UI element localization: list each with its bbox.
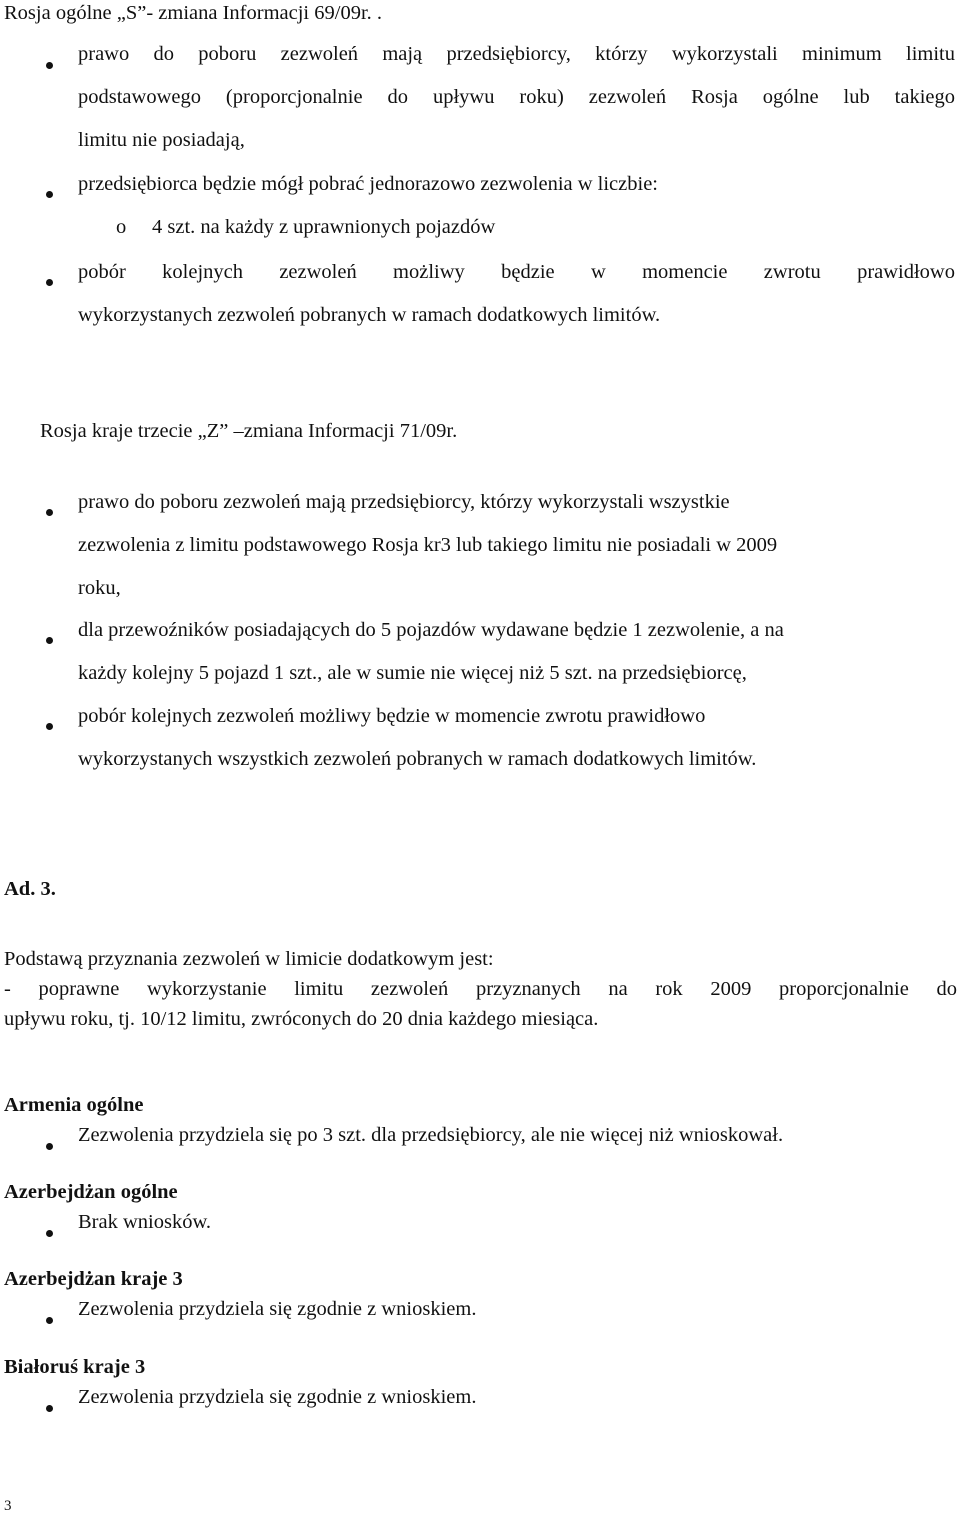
country-heading-armenia: Armenia ogólne: [4, 1094, 144, 1116]
bullet-icon: [46, 1317, 53, 1324]
rosja-z-bullet-1-line-3: roku,: [78, 577, 121, 599]
rosja-s-bullet-2: przedsiębiorca będzie mógł pobrać jednorazowo zezwolenia w liczbie:: [78, 173, 658, 195]
bullet-icon: [46, 637, 53, 644]
rosja-s-bullet-1-line-3: limitu nie posiadają,: [78, 129, 245, 151]
country-heading-bialorus: Białoruś kraje 3: [4, 1356, 146, 1378]
bullet-icon: [46, 1405, 53, 1412]
ad3-line-2: upływu roku, tj. 10/12 limitu, zwróconych do 20 dnia każdego miesiąca.: [4, 1008, 599, 1030]
ad3-line-1: - poprawne wykorzystanie limitu zezwoleń przyznanych na rok 2009 proporcjonalnie do: [4, 978, 957, 1000]
rosja-z-bullet-3-line-2: wykorzystanych wszystkich zezwoleń pobranych w ramach dodatkowych limitów.: [78, 748, 757, 770]
rosja-z-bullet-1-line-1: prawo do poboru zezwoleń mają przedsiębiorcy, którzy wykorzystali wszystkie: [78, 491, 730, 513]
country-item-azerbejdzan-kraje3: Zezwolenia przydziela się zgodnie z wnioskiem.: [78, 1298, 477, 1320]
rosja-z-bullet-1-line-2: zezwolenia z limitu podstawowego Rosja kr3 lub takiego limitu nie posiadali w 2009: [78, 534, 778, 556]
rosja-z-bullet-3-line-1: pobór kolejnych zezwoleń możliwy będzie w momencie zwrotu prawidłowo: [78, 705, 706, 727]
country-heading-azerbejdzan-kraje3: Azerbejdżan kraje 3: [4, 1268, 183, 1290]
bullet-icon: [46, 723, 53, 730]
section-heading-rosja-z: Rosja kraje trzecie „Z” –zmiana Informacji 71/09r.: [40, 420, 458, 442]
country-item-azerbejdzan-ogolne: Brak wniosków.: [78, 1211, 212, 1233]
rosja-s-sub-bullet: 4 szt. na każdy z uprawnionych pojazdów: [152, 216, 496, 238]
country-heading-azerbejdzan-ogolne: Azerbejdżan ogólne: [4, 1181, 178, 1203]
bullet-icon: [46, 62, 53, 69]
page-number: 3: [4, 1498, 12, 1514]
rosja-s-bullet-1-line-1: prawo do poboru zezwoleń mają przedsiębiorcy, którzy wykorzystali minimum limitu: [78, 43, 955, 65]
section-heading-rosja-s: Rosja ogólne „S”- zmiana Informacji 69/09r. .: [4, 2, 383, 24]
rosja-s-bullet-3-line-2: wykorzystanych zezwoleń pobranych w ramach dodatkowych limitów.: [78, 304, 661, 326]
section-heading-ad3: Ad. 3.: [4, 878, 56, 900]
rosja-z-bullet-2-line-2: każdy kolejny 5 pojazd 1 szt., ale w sumie nie więcej niż 5 szt. na przedsiębiorcę,: [78, 662, 747, 684]
country-item-bialorus: Zezwolenia przydziela się zgodnie z wnioskiem.: [78, 1386, 477, 1408]
rosja-s-bullet-3-line-1: pobór kolejnych zezwoleń możliwy będzie w momencie zwrotu prawidłowo: [78, 261, 955, 283]
bullet-icon: [46, 191, 53, 198]
bullet-icon: [46, 509, 53, 516]
rosja-s-bullet-1-line-2: podstawowego (proporcjonalnie do upływu roku) zezwoleń Rosja ogólne lub takiego: [78, 86, 955, 108]
sub-bullet-marker: o: [116, 216, 127, 238]
rosja-z-bullet-2-line-1: dla przewoźników posiadających do 5 pojazdów wydawane będzie 1 zezwolenie, a na: [78, 619, 784, 641]
bullet-icon: [46, 1143, 53, 1150]
bullet-icon: [46, 279, 53, 286]
bullet-icon: [46, 1230, 53, 1237]
ad3-intro: Podstawą przyznania zezwoleń w limicie dodatkowym jest:: [4, 948, 494, 970]
country-item-armenia: Zezwolenia przydziela się po 3 szt. dla przedsiębiorcy, ale nie więcej niż wnioskował.: [78, 1124, 784, 1146]
